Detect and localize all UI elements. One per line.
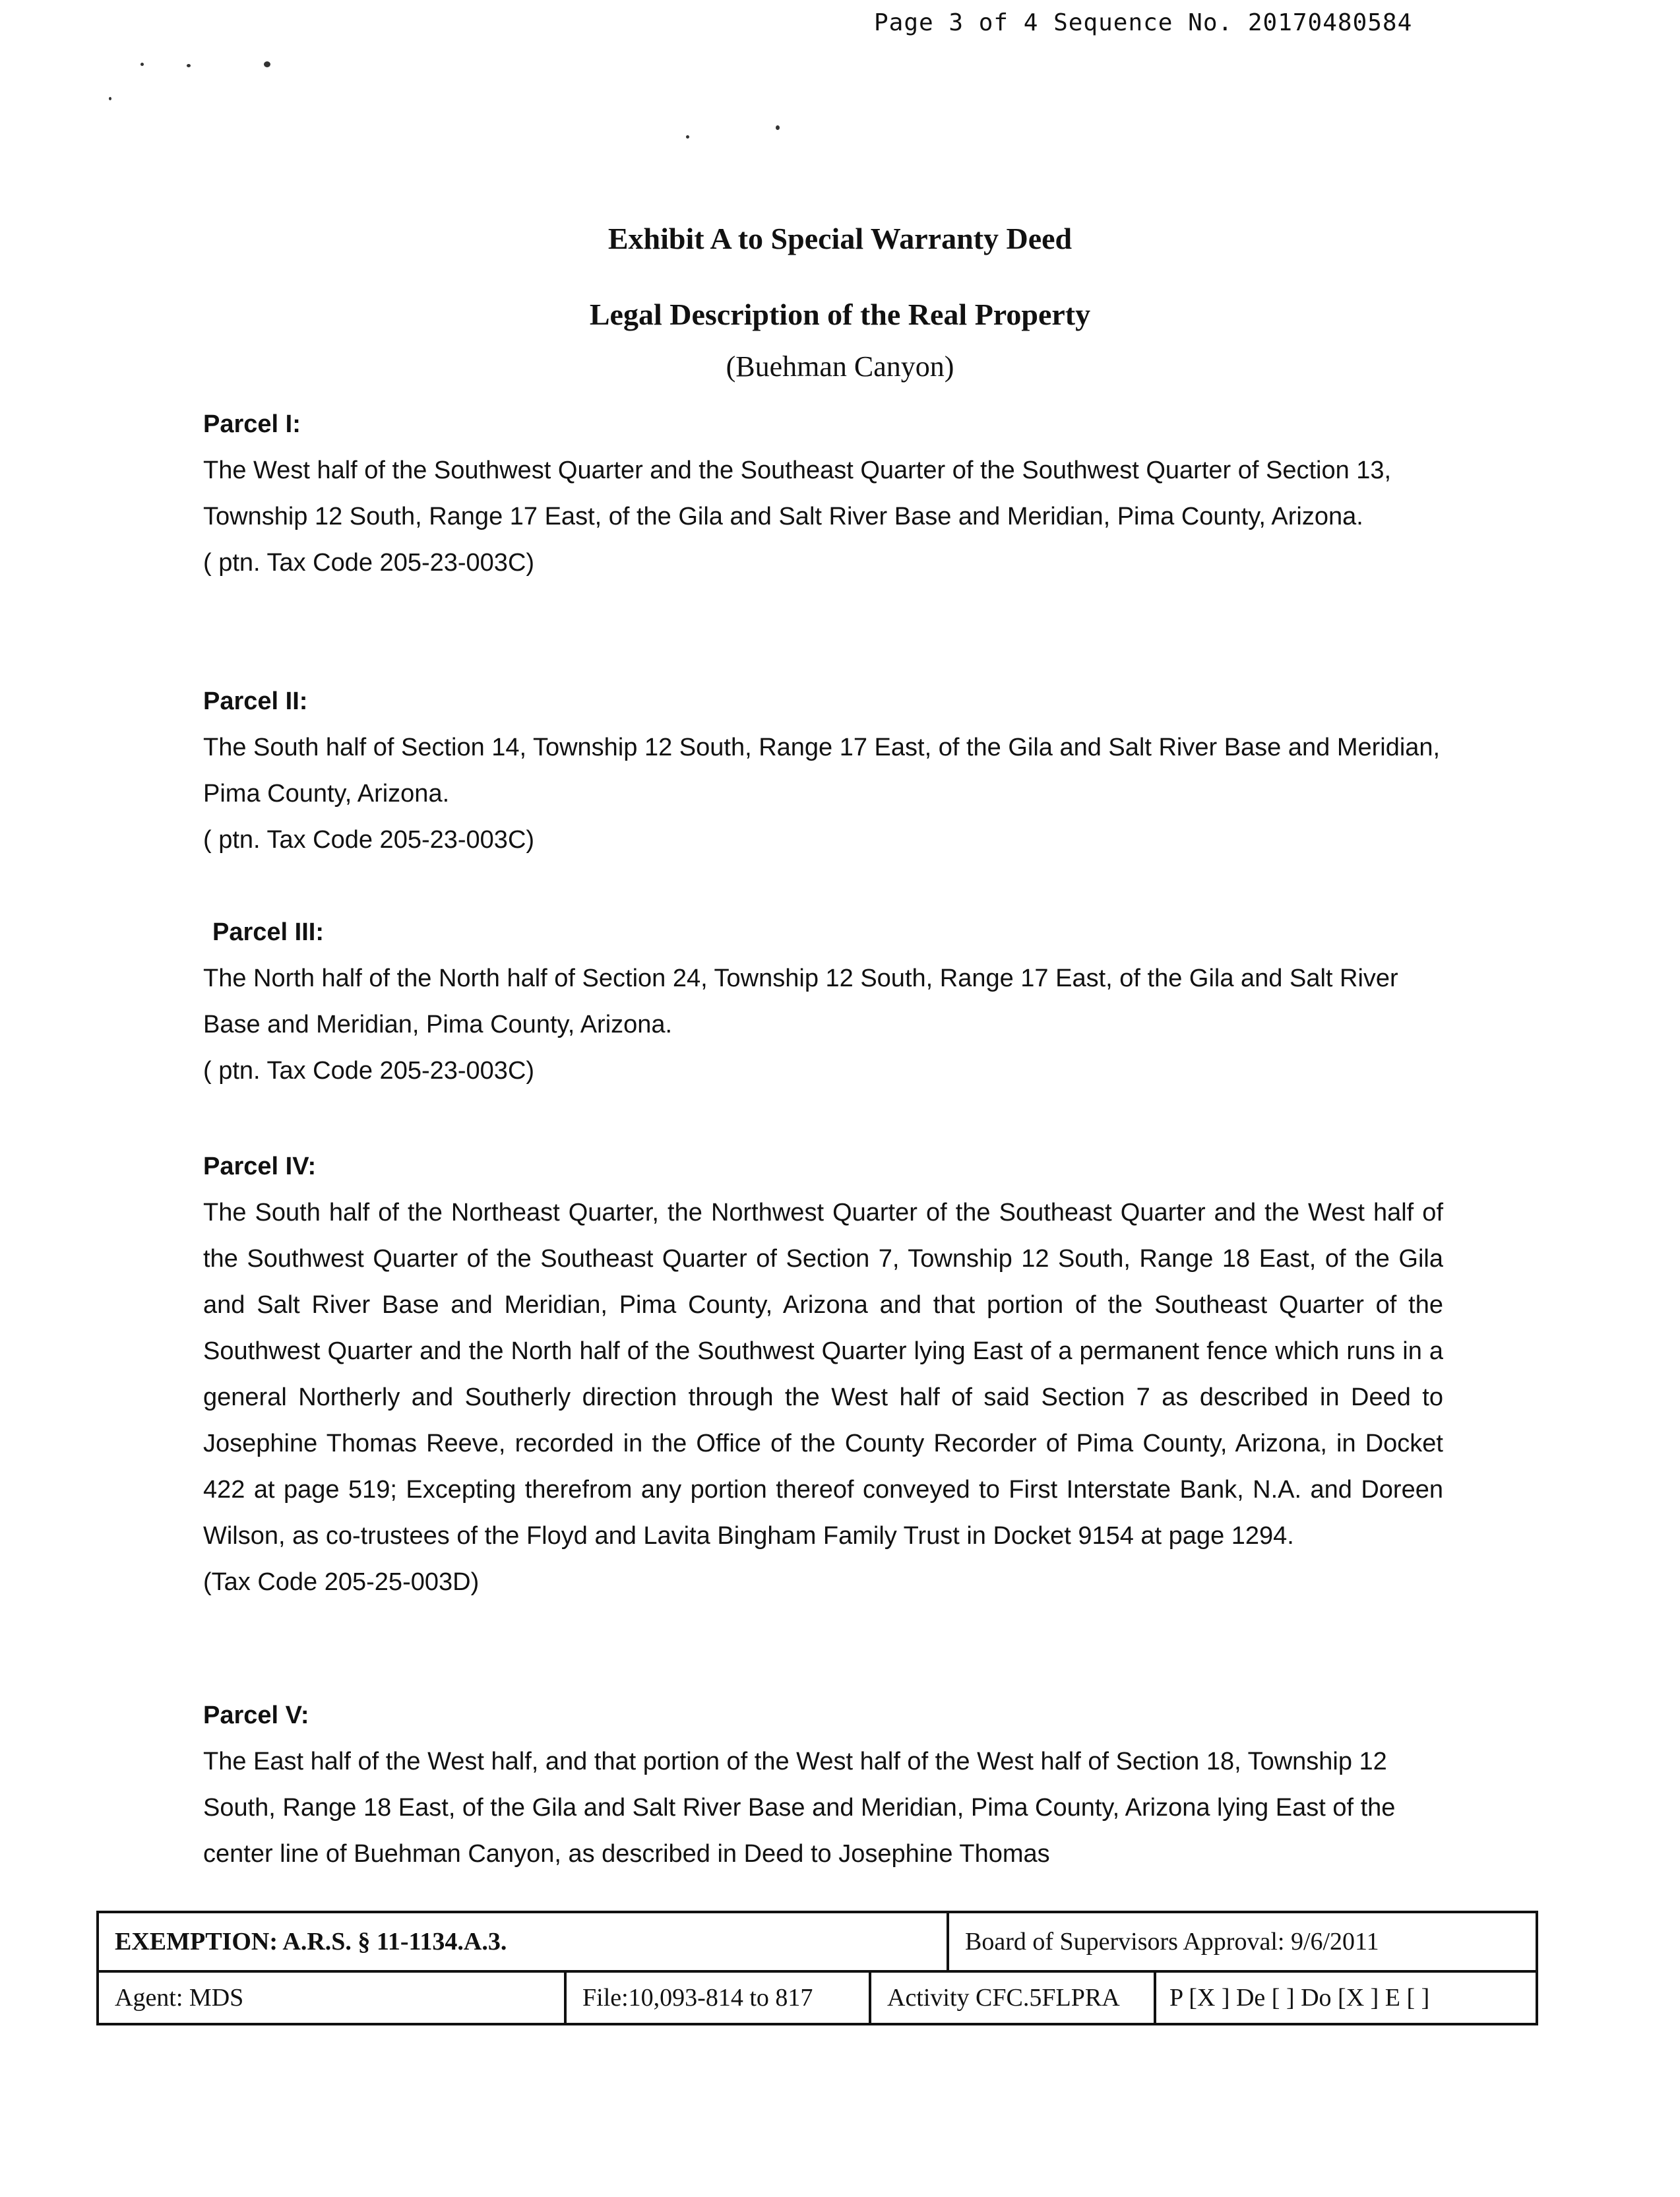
parcel-tax-code: (Tax Code 205-25-003D) xyxy=(203,1568,480,1596)
parcel-heading: Parcel I: xyxy=(203,410,301,438)
file-cell: File:10,093-814 to 817 xyxy=(564,1973,869,2023)
exhibit-title: Exhibit A to Special Warranty Deed xyxy=(607,222,1073,255)
parcel-heading: Parcel III: xyxy=(212,918,324,946)
scan-speck xyxy=(264,61,270,67)
scan-speck xyxy=(187,64,191,67)
table-row xyxy=(99,1973,1536,2023)
parcel-section xyxy=(203,909,1450,1094)
exemption-cell: EXEMPTION: A.R.S. § 11-1134.A.3. xyxy=(115,1928,507,1956)
parcel-description: The North half of the North half of Section 24, Township 12 South, Range 17 East, of the Gila and Salt River Base and Meridian, Pima County, Arizona. xyxy=(203,965,1398,1038)
agent-cell: Agent: MDS xyxy=(115,1984,244,2012)
parcel-heading: Parcel IV: xyxy=(203,1153,317,1180)
parcel-description: The East half of the West half, and that portion of the West half of the West half of Section 18, Township 12 South, Range 18 East, of the Gila and Salt River Base and Meridian, Pima County, Arizona lying East of the center line of Buehman Canyon, as described in Deed to Josephine Thomas xyxy=(203,1748,1396,1868)
parcel-heading: Parcel II: xyxy=(203,687,308,715)
scan-speck xyxy=(140,63,144,66)
parcel-heading: Parcel V: xyxy=(203,1702,309,1729)
board-approval-cell: Board of Supervisors Approval: 9/6/2011 xyxy=(947,1913,1536,1970)
activity-cell: Activity CFC.5FLPRA xyxy=(869,1973,1154,2023)
parcel-description: The South half of Section 14, Township 12 South, Range 17 East, of the Gila and Salt River Base and Meridian, Pima County, Arizona. xyxy=(203,734,1441,808)
property-name: (Buehman Canyon) xyxy=(726,350,954,383)
parcel-tax-code: ( ptn. Tax Code 205-23-003C) xyxy=(203,826,535,854)
table-row xyxy=(99,1913,1536,1973)
parcel-section xyxy=(203,1692,1430,1877)
parcel-section xyxy=(203,401,1450,586)
parcel-section xyxy=(203,678,1450,863)
legal-description-title: Legal Description of the Real Property xyxy=(589,298,1091,331)
parcel-description: The South half of the Northeast Quarter, the Northwest Quarter of the Southeast Quarter and the West half of the Southwest Quarter of the Southeast Quarter of Section 7, Township 12 South, Range 18 East, of the Gila and Salt River Base and Meridian, Pima County, Arizona and that portion of the Southeast Quarter of the Southwest Quarter and the North half of the Southwest Quarter lying East of a permanent fence which runs in a general Northerly and Southerly direction through the West half of said Section 7 as described in Deed to Josephine Thomas Reeve, recorded in the Office of the County Recorder of Pima County, Arizona, in Docket 422 at page 519; Excepting therefrom any portion thereof conveyed to First Interstate Bank, N.A. and Doreen Wilson, as co-trustees of the Floyd and Lavita Bingham Family Trust in Docket 9154 at page 1294. xyxy=(203,1199,1443,1550)
parcel-tax-code: ( ptn. Tax Code 205-23-003C) xyxy=(203,549,535,577)
recording-info-table xyxy=(96,1911,1538,2025)
scan-speck xyxy=(109,97,111,100)
parcel-description: The West half of the Southwest Quarter and the Southeast Quarter of the Southwest Quarter of Section 13, Township 12 South, Range 17 East, of the Gila and Salt River Base and Meridian, Pima County, Arizona. xyxy=(203,457,1392,530)
parcel-tax-code: ( ptn. Tax Code 205-23-003C) xyxy=(203,1057,535,1085)
scan-speck xyxy=(776,125,780,130)
scan-speck xyxy=(686,135,689,139)
page-sequence-header: Page 3 of 4 Sequence No. 20170480584 xyxy=(874,9,1413,36)
parcel-section xyxy=(203,1143,1443,1605)
flags-cell: P [X ] De [ ] Do [X ] E [ ] xyxy=(1154,1973,1536,2023)
